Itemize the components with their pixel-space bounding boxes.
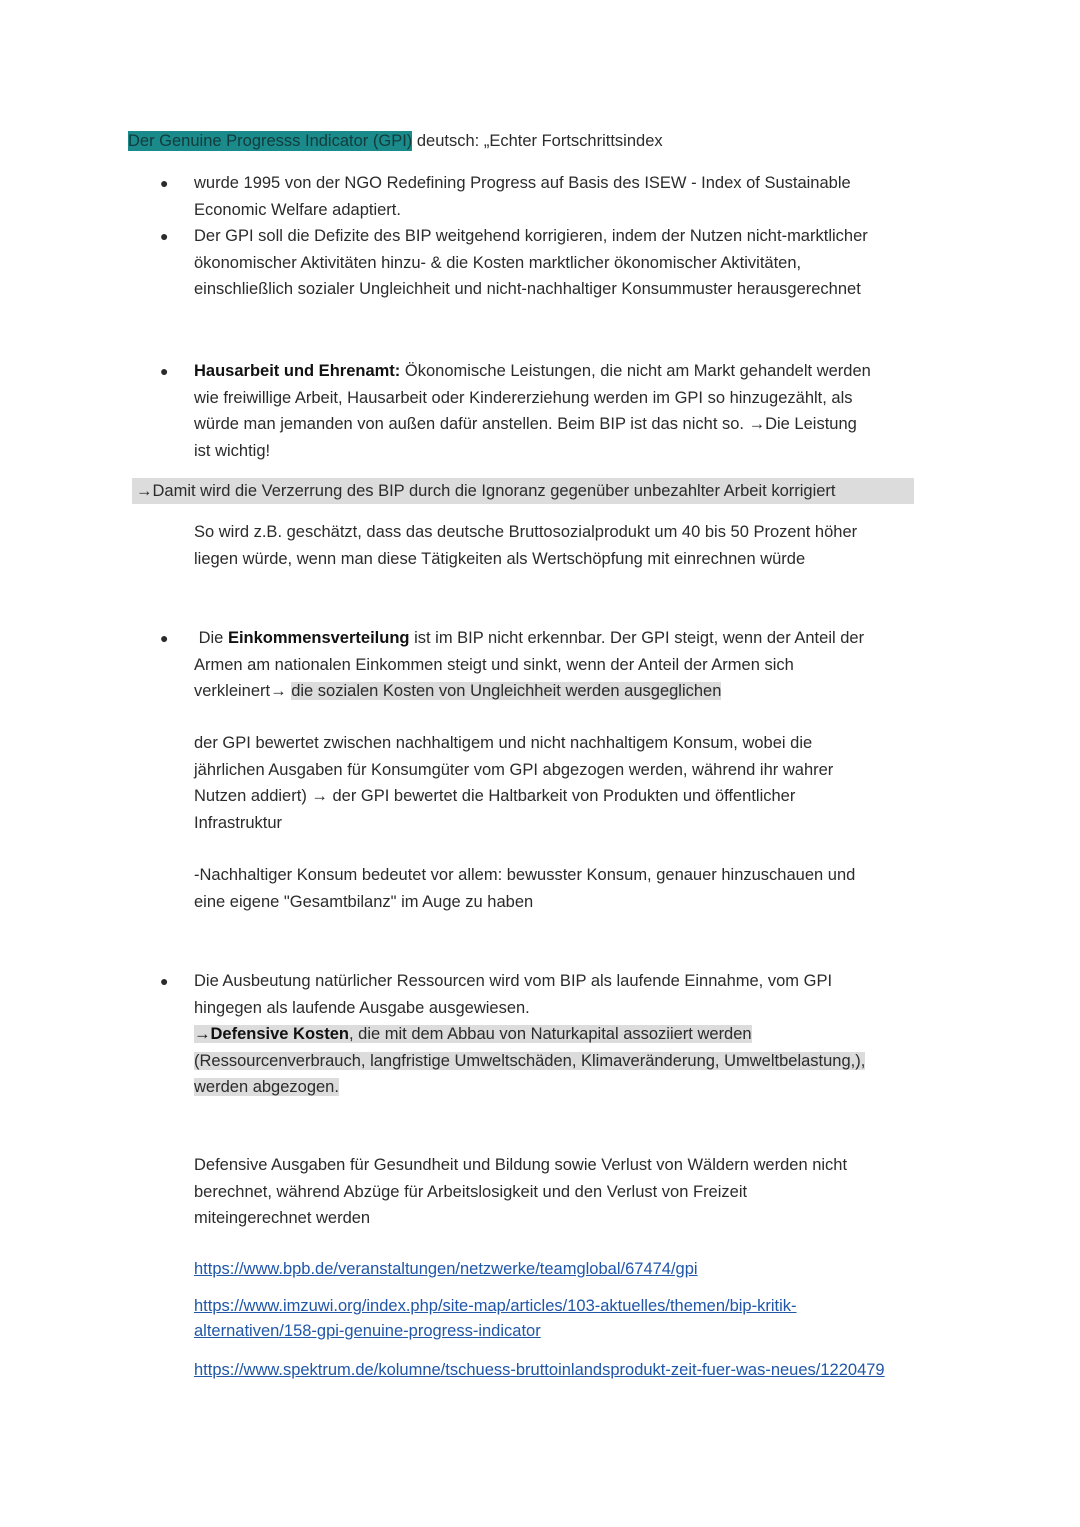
bullet-item-hausarbeit [194, 358, 954, 464]
bullet-icon: ● [160, 363, 169, 379]
text-line: hingegen als laufende Ausgabe ausgewiesen. [194, 998, 530, 1017]
link-text: https://www.imzuwi.org/index.php/site-map/articles/103-aktuelles/themen/bip-kritik- [194, 1297, 797, 1315]
text-line: miteingerechnet werden [194, 1209, 371, 1227]
text-line: jährlichen Ausgaben für Konsumgüter vom GPI abgezogen werden, während ihr wahrer [194, 760, 834, 779]
highlighted-text: die sozialen Kosten von Ungleichheit werden ausgeglichen [291, 682, 722, 700]
bold-term: Einkommensverteilung [227, 629, 410, 647]
text-line [194, 1021, 954, 1048]
text-span: Ökonomische Leistungen, die nicht am Markt gehandelt werden [400, 362, 871, 380]
text-line: wurde 1995 von der NGO Redefining Progress auf Basis des ISEW - Index of Sustainable [194, 174, 851, 192]
paragraph-consumption [194, 730, 954, 836]
paragraph-sustainable [194, 862, 954, 915]
text-line: Armen am nationalen Einkommen steigt und sinkt, wenn der Anteil der Armen sich [194, 655, 794, 674]
text-line: Defensive Ausgaben für Gesundheit und Bildung sowie Verlust von Wäldern werden nicht [194, 1156, 848, 1174]
text-line: Der GPI soll die Defizite des BIP weitgehend korrigieren, indem der Nutzen nicht-marktlicher [194, 227, 868, 245]
text-line: eine eigene "Gesamtbilanz" im Auge zu haben [194, 892, 534, 911]
bullet-icon: ● [160, 973, 169, 989]
bullet-item-income [194, 625, 954, 705]
text-line [194, 358, 954, 385]
text-line [194, 625, 954, 652]
highlighted-text: werden abgezogen. [194, 1078, 339, 1096]
text-span: Die [194, 629, 228, 647]
text-line: Nutzen addiert) → der GPI bewertet die Haltbarkeit von Produkten und öffentlicher [194, 787, 796, 805]
title-rest: deutsch: „Echter Fortschrittsindex [412, 132, 663, 150]
text-line [194, 1048, 954, 1075]
paragraph-defensive [194, 1152, 954, 1232]
link-text: alternativen/158-gpi-genuine-progress-indicator [194, 1322, 541, 1340]
text-line: liegen würde, wenn man diese Tätigkeiten als Wertschöpfung mit einrechnen würde [194, 549, 806, 568]
text-line [194, 1074, 954, 1101]
link-spektrum[interactable]: https://www.spektrum.de/kolumne/tschuess-bruttoinlandsprodukt-zeit-fuer-was-neues/1220479 [194, 1361, 885, 1379]
link-bpb-block [194, 1256, 954, 1283]
text-span: , die mit dem Abbau von Naturkapital assoziiert werden [348, 1025, 752, 1043]
text-line: würde man jemanden von außen dafür anstellen. Beim BIP ist das nicht so. →Die Leistung [194, 415, 857, 433]
callout-unpaid-work: →Damit wird die Verzerrung des BIP durch die Ignoranz gegenüber unbezahlter Arbeit korrigiert [132, 478, 914, 504]
bullet-item-resources [194, 968, 954, 1101]
bullet-item-isew [194, 170, 954, 223]
bullet-icon: ● [160, 175, 169, 191]
bullet-item-deficits [194, 223, 954, 303]
link-bpb[interactable]: https://www.bpb.de/veranstaltungen/netzwerke/teamglobal/67474/gpi [194, 1260, 698, 1278]
text-line: Infrastruktur [194, 813, 283, 832]
text-line: Economic Welfare adaptiert. [194, 200, 401, 219]
link-imzuwi-block [194, 1294, 954, 1344]
highlighted-text [194, 1025, 752, 1043]
text-line: berechnet, während Abzüge für Arbeitslosigkeit und den Verlust von Freizeit [194, 1182, 748, 1201]
arrow-icon: → [194, 1025, 211, 1043]
text-line: -Nachhaltiger Konsum bedeutet vor allem: bewusster Konsum, genauer hinzuschauen und [194, 866, 856, 884]
paragraph-estimate [194, 519, 954, 572]
highlighted-text: (Ressourcenverbrauch, langfristige Umweltschäden, Klimaveränderung, Umweltbelastung,), [194, 1051, 866, 1070]
text-line: ist wichtig! [194, 441, 271, 460]
text-line: der GPI bewertet zwischen nachhaltigem und nicht nachhaltigem Konsum, wobei die [194, 734, 813, 752]
title-highlight: Der Genuine Progresss Indicator (GPI) [128, 132, 413, 150]
bold-term: Defensive Kosten [210, 1025, 349, 1043]
page-title [128, 128, 663, 155]
text-line: ökonomischer Aktivitäten hinzu- & die Kosten marktlicher ökonomischer Aktivitäten, [194, 253, 802, 272]
bold-term: Hausarbeit und Ehrenamt: [194, 362, 401, 380]
bullet-icon: ● [160, 228, 169, 244]
bullet-icon: ● [160, 630, 169, 646]
text-span: ist im BIP nicht erkennbar. Der GPI steigt, wenn der Anteil der [409, 629, 865, 647]
text-line [194, 678, 954, 705]
text-line: einschließlich sozialer Ungleichheit und nicht-nachhaltiger Konsummuster herausgerechnet [194, 280, 861, 298]
link-imzuwi[interactable] [194, 1297, 797, 1340]
text-line: So wird z.B. geschätzt, dass das deutsche Bruttosozialprodukt um 40 bis 50 Prozent höher [194, 523, 858, 541]
text-line: wie freiwillige Arbeit, Hausarbeit oder Kindererziehung werden im GPI so hinzugezählt, als [194, 388, 853, 407]
text-line: Die Ausbeutung natürlicher Ressourcen wird vom BIP als laufende Einnahme, vom GPI [194, 972, 833, 990]
text-span: verkleinert→ [194, 682, 292, 700]
link-spektrum-block [194, 1357, 954, 1384]
